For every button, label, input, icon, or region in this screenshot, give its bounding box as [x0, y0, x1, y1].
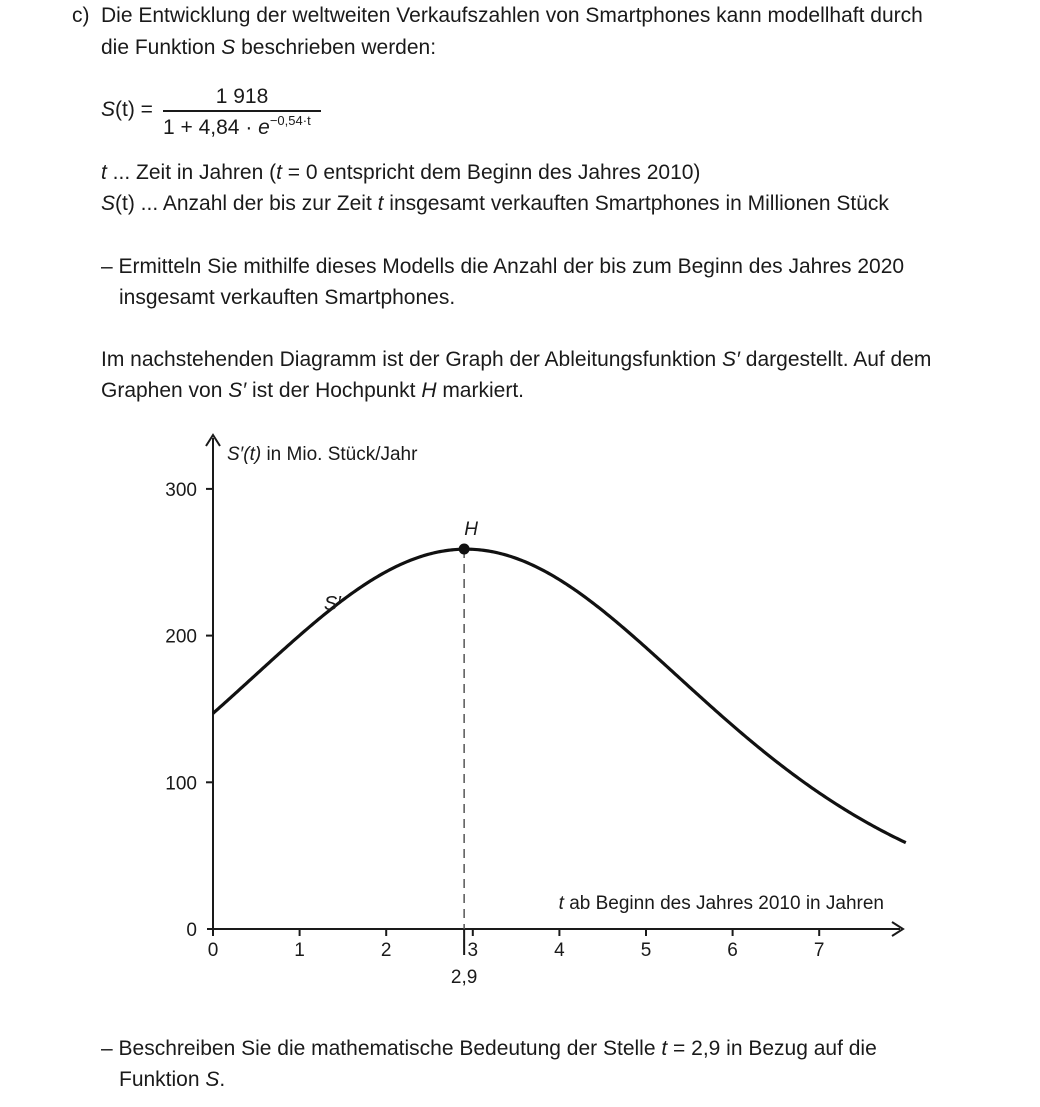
euler-e: e: [258, 116, 270, 139]
derivative-symbol: S′: [722, 348, 740, 371]
x-tick-label: 7: [813, 940, 825, 961]
bullet-1-line-1: – Ermitteln Sie mithilfe dieses Modells die Anzahl der bis zum Beginn des Jahres 2020: [101, 255, 905, 278]
intro-text: die Funktion: [101, 36, 222, 59]
intro-text: beschrieben werden:: [235, 36, 437, 59]
x-tick-label: 4: [554, 940, 565, 961]
paragraph-text: Im nachstehenden Diagramm ist der Graph der Ableitungsfunktion: [101, 348, 723, 371]
function-symbol: S: [221, 36, 236, 59]
x-tick-label: 3: [467, 940, 479, 961]
legend-text: insgesamt verkauften Smartphones in Millionen Stück: [383, 192, 889, 215]
y-tick-label: 300: [165, 479, 197, 501]
legend-text: (t) ... Anzahl der bis zur Zeit: [115, 192, 378, 215]
denominator-text: 1 + 4,84 ·: [163, 116, 259, 139]
bullet-2-line-2: [119, 1069, 225, 1090]
marked-x-label: 2,9: [450, 967, 478, 988]
y-tick-label: 200: [165, 626, 197, 648]
bullet-1-line-2: insgesamt verkauften Smartphones.: [119, 286, 456, 309]
x-tick-label: 0: [207, 940, 219, 961]
var-t: t: [276, 161, 282, 184]
x-tick-label: 6: [727, 940, 738, 961]
formula-numerator: 1 918: [215, 85, 269, 108]
bullet-2-text: Funktion: [119, 1068, 206, 1091]
y-axis-label-text: in Mio. Stück/Jahr: [261, 444, 418, 465]
x-tick-label: 5: [640, 940, 652, 961]
legend-text: = 0 entspricht dem Beginn des Jahres 2010): [281, 161, 701, 184]
derivative-symbol: S′: [228, 379, 247, 402]
var-t: t: [661, 1037, 668, 1060]
x-axis-label-text: ab Beginn des Jahres 2010 in Jahren: [563, 893, 884, 914]
maximum-point: [459, 544, 470, 555]
y-axis-label-var: S′(t): [227, 444, 262, 465]
x-axis-label: [559, 893, 884, 914]
maximum-label: H: [464, 519, 479, 541]
paragraph-text: markiert.: [436, 379, 524, 402]
y-tick-label: 0: [186, 920, 197, 941]
intro-line-1: Die Entwicklung der weltweiten Verkaufszahlen von Smartphones kann modellhaft durch: [101, 4, 923, 27]
function-symbol: S: [101, 98, 116, 121]
task-label: c): [72, 4, 90, 27]
formula-exponent: −0,54·t: [269, 113, 311, 128]
bullet-2-line-1: [101, 1038, 877, 1059]
bullet-2-text: – Beschreiben Sie die mathematische Bedeutung der Stelle: [101, 1037, 662, 1060]
function-symbol: S: [101, 192, 116, 215]
paragraph-text: ist der Hochpunkt: [246, 379, 422, 402]
bullet-2-text: = 2,9 in Bezug auf die: [667, 1037, 877, 1060]
series-line-s-prime: [213, 549, 906, 843]
legend-text: ... Zeit in Jahren (: [106, 161, 277, 184]
x-tick-label: 1: [294, 940, 305, 961]
x-axis-label-var: t: [558, 893, 564, 914]
series-label: S′: [323, 592, 341, 615]
bullet-2-text: .: [219, 1068, 226, 1091]
var-t: t: [101, 161, 107, 184]
paragraph-text: Graphen von: [101, 379, 229, 402]
y-axis-label: [227, 444, 418, 465]
formula-lhs-rest: (t) =: [115, 98, 153, 121]
y-tick-label: 100: [165, 773, 197, 795]
x-tick-label: 2: [380, 940, 392, 961]
var-t: t: [377, 192, 384, 215]
point-symbol: H: [421, 379, 437, 402]
paragraph-text: dargestellt. Auf dem: [739, 348, 932, 371]
function-symbol: S: [205, 1068, 220, 1091]
